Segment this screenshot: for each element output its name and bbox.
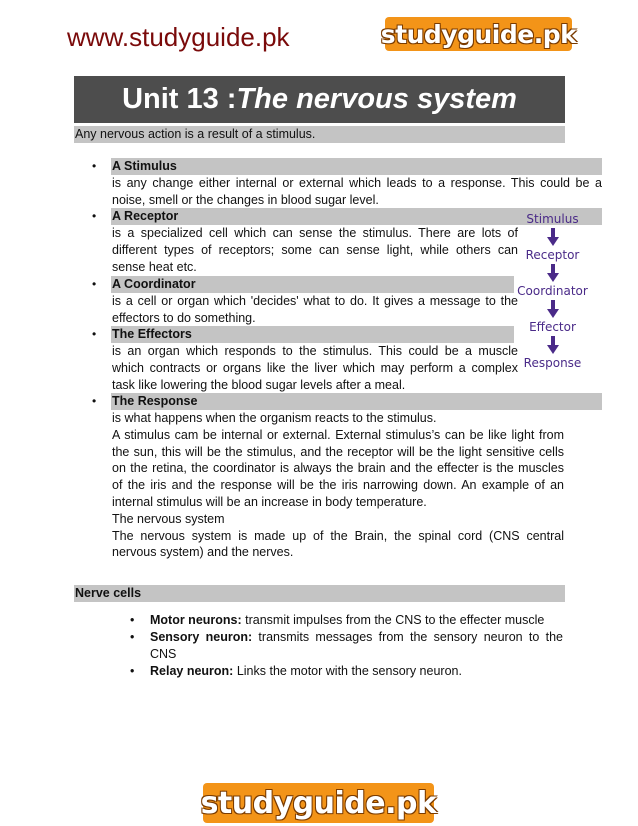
nerve-cells-heading: Nerve cells: [74, 585, 565, 602]
item-heading: The Response: [111, 393, 602, 410]
list-item-sensory-neuron: [130, 629, 563, 663]
item-body: is a cell or organ which 'decides' what to do. It gives a message to the effectors to do something.: [112, 294, 518, 325]
bullet-icon: •: [130, 664, 135, 678]
item-heading: The Effectors: [111, 326, 514, 343]
nervous-system-heading: The nervous system: [112, 511, 225, 526]
term: Motor neurons:: [150, 613, 242, 627]
item-heading: A Receptor: [111, 208, 602, 225]
flow-step-stimulus: Stimulus: [526, 212, 579, 226]
bullet-icon: •: [92, 159, 97, 173]
logo-text: studyguide.pk: [380, 19, 577, 49]
down-arrow-icon: [515, 336, 590, 354]
bullet-icon: •: [130, 630, 135, 644]
response-definition: is what happens when the organism reacts to the stimulus.: [112, 411, 437, 425]
down-arrow-icon: [515, 228, 590, 246]
nervous-system-text: The nervous system is made up of the Brain, the spinal cord (CNS central nervous system) and the nerves.: [112, 528, 564, 560]
flow-step-effector: Effector: [529, 320, 576, 334]
bullet-icon: •: [130, 613, 135, 627]
item-body: is a specialized cell which can sense the stimulus. There are lots of different types of receptors; some can sense light, while others can sense heat etc.: [112, 226, 518, 274]
bullet-icon: •: [92, 394, 97, 408]
item-heading: A Stimulus: [111, 158, 602, 175]
flow-step-response: Response: [523, 356, 582, 370]
studyguide-footer-logo: [200, 783, 437, 823]
bullet-icon: •: [92, 209, 97, 223]
logo-text: studyguide.pk: [200, 785, 437, 821]
bullet-icon: •: [92, 277, 97, 291]
flow-step-receptor: Receptor: [525, 248, 580, 262]
term: Sensory neuron:: [150, 630, 253, 644]
definition: Links the motor with the sensory neuron.: [233, 664, 462, 678]
term: Relay neuron:: [150, 664, 234, 678]
site-url[interactable]: www.studyguide.pk: [67, 22, 290, 52]
title-prefix: Unit 13 :: [122, 83, 237, 115]
item-body: [112, 410, 564, 561]
bullet-icon: •: [92, 327, 97, 341]
response-example: A stimulus cam be internal or external. External stimulus’s can be like light from the sun, this will be the stimulus, and the receptor will be the light sensitive cells on the retina, the coordinator is always the brain and the effecter is the muscles of the iris and the response will be the iris narrowing down. An example of an internal stimulus will be an increase in body temperature.: [112, 427, 564, 509]
item-heading: A Coordinator: [111, 276, 514, 293]
down-arrow-icon: [515, 300, 590, 318]
intro-text: Any nervous action is a result of a stimulus.: [74, 126, 565, 143]
studyguide-logo: [380, 17, 577, 51]
definition: transmit impulses from the CNS to the effecter muscle: [241, 613, 545, 627]
item-body: is any change either internal or external which leads to a response. This could be a noise, smell or the changes in blood sugar level.: [112, 176, 602, 207]
title-italic: The nervous system: [236, 83, 517, 115]
stimulus-response-flow-diagram: [515, 210, 590, 372]
flow-step-coordinator: Coordinator: [517, 284, 588, 298]
page-title: [74, 76, 565, 123]
list-item-motor-neuron: [130, 612, 563, 629]
list-item-relay-neuron: [130, 663, 563, 680]
down-arrow-icon: [515, 264, 590, 282]
nerve-cells-list: [130, 612, 563, 680]
definition: transmits messages from the sensory neuron to the CNS: [150, 630, 563, 661]
item-body: is an organ which responds to the stimulus. This could be a muscle which contracts or organs like the liver which may perform a complex task like lowering the blood sugar levels after a meal.: [112, 344, 518, 392]
